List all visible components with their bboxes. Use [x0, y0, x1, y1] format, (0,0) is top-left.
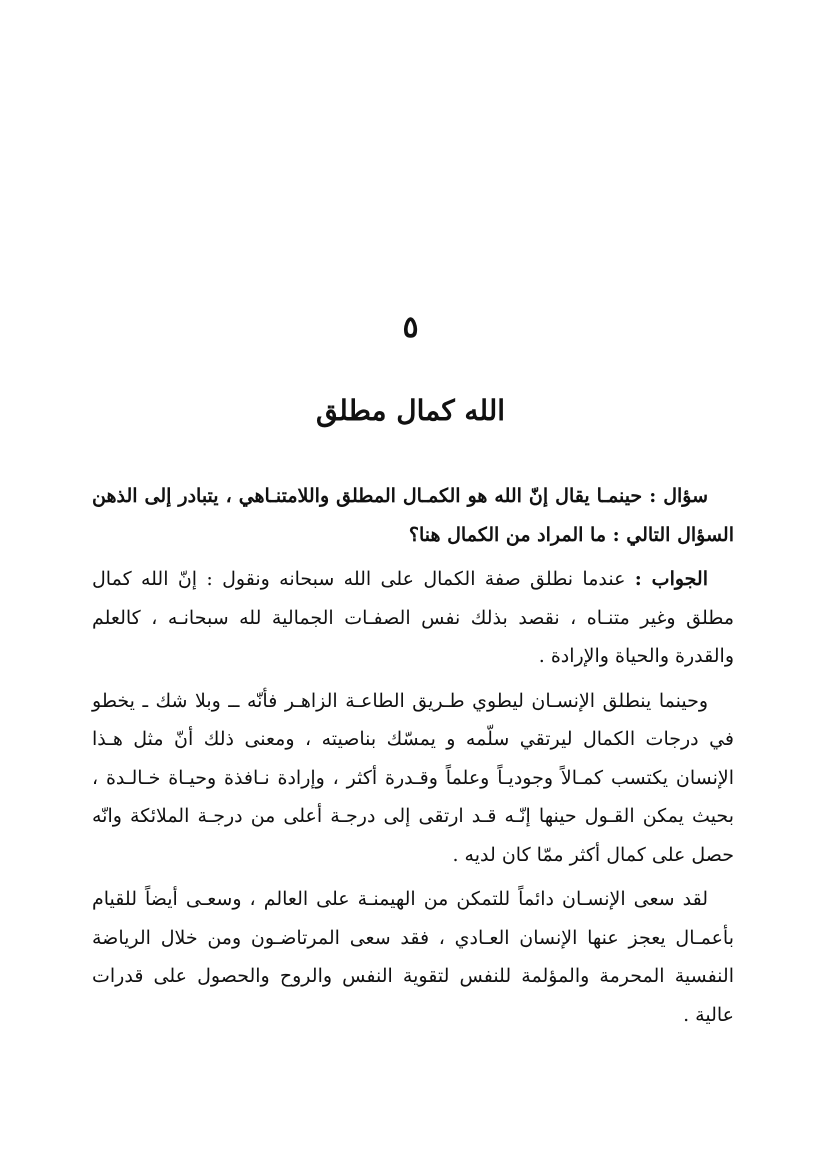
answer-text: عندما نطلق صفة الكمال على الله سبحانه ونقول : إنّ الله كمال مطلق وغير متنـاه ، نقصد بذلك نفس الصفـات الجمالية لله سبحانـه ، كالعلم والقدرة والحياة والإرادة . [92, 568, 734, 667]
answer-label: الجواب : [634, 568, 708, 590]
chapter-title: الله كمال مطلق [315, 394, 506, 427]
question-label: سؤال : [649, 485, 709, 507]
chapter-number: ٥ [402, 310, 419, 345]
question-text: حينمـا يقال إنّ الله هو الكمـال المطلق واللامتنـاهي ، يتبادر إلى الذهن السؤال التالي : ما المراد من الكمال هنا؟ [92, 485, 734, 546]
body-paragraph: وحينما ينطلق الإنسـان ليطوي طـريق الطاعـة الزاهـر فأنّه ــ وبلا شك ـ يخطو في درجات الكمال ليرتقي سلّمه و يمسّك بناصيته ، ومعنى ذلك أنّ مثل هـذا الإنسان يكتسب كمـالاً وجوديـاً وعلماً وقـدرة أكثر ، وإرادة نـافذة وحيـاة خـالـدة ، بحيث يمكن القـول حينها إنّـه قـد ارتقى إلى درجـة أعلى من درجـة الملائكة وانّه حصل على كمال أكثر ممّا كان لديه . [92, 689, 734, 866]
body-text [92, 477, 734, 1040]
question-paragraph [92, 477, 734, 554]
answer-paragraph [92, 560, 734, 676]
body-paragraph: لقد سعى الإنسـان دائماً للتمكن من الهيمنـة على العالم ، وسعـى أيضاً للقيام بأعمـال يعجز عنها الإنسان العـادي ، فقد سعى المرتاضـون ومن خلال الرياضة النفسية المحرمة والمؤلمة للنفس لتقوية النفس والروح والحصول على قدرات عالية . [92, 888, 734, 1026]
